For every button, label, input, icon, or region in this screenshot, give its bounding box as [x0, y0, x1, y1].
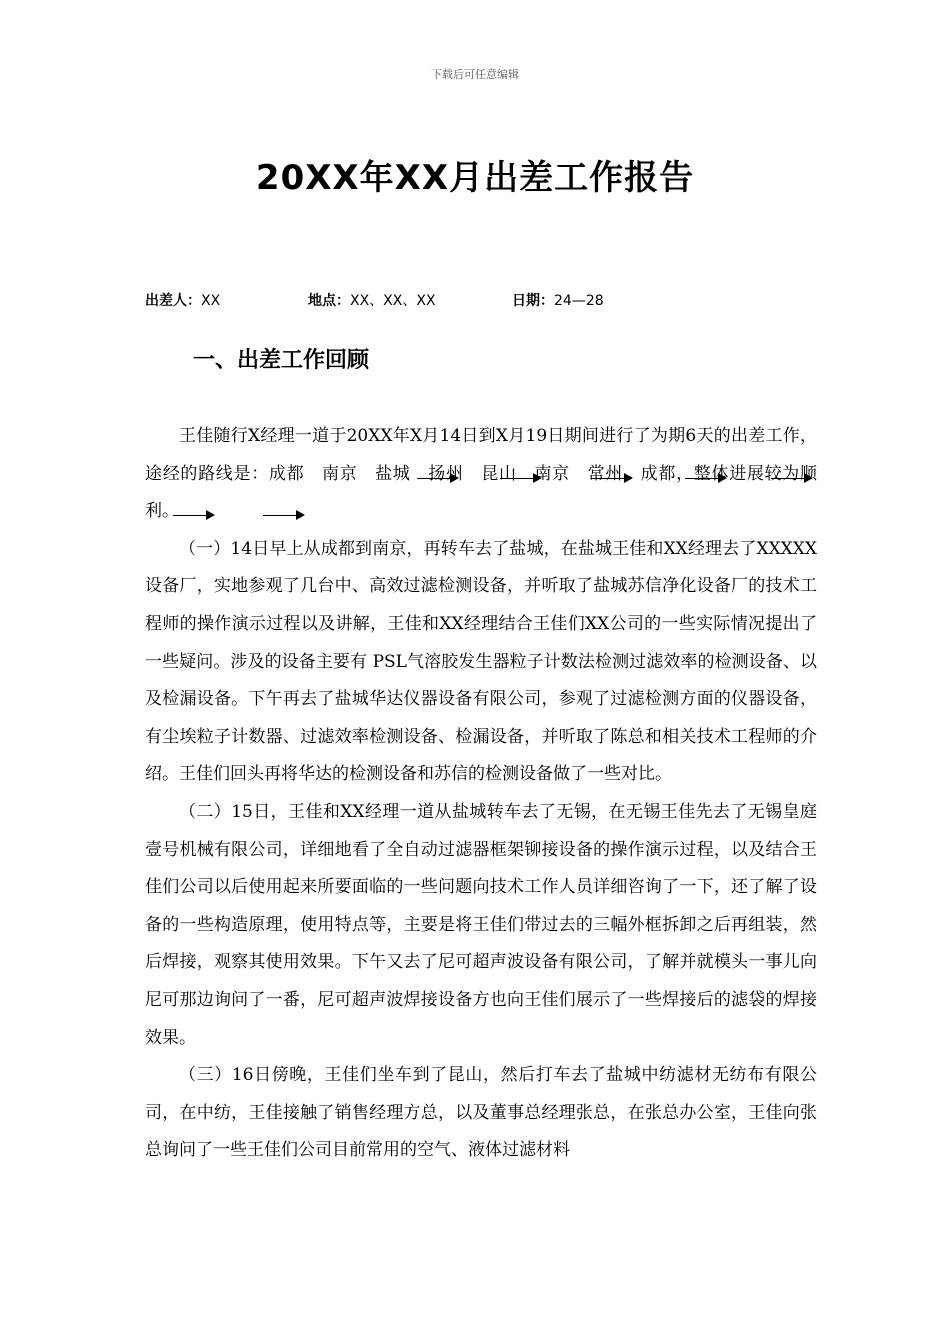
- route-arrow-icon: [685, 478, 725, 479]
- traveler-value: XX: [201, 293, 221, 309]
- section-heading-review: 一、出差工作回顾: [193, 348, 370, 373]
- traveler-field: [145, 290, 220, 310]
- paragraph-day-16: （三）16日傍晚，王佳们坐车到了昆山，然后打车去了盐城中纺滤材无纺布有限公司，在中纺，王佳接触了销售经理方总，以及董事总经理张总，在张总办公室，王佳向张总询问了一些王佳们公司目前常用的空气、液体过滤材料: [145, 1065, 817, 1161]
- date-label: 日期：: [512, 293, 554, 309]
- route-arrow-icon: [500, 478, 540, 479]
- page-header-note: 下载后可任意编辑: [431, 68, 519, 81]
- route-arrow-icon: [263, 515, 303, 516]
- date-value: 24—28: [554, 293, 604, 309]
- location-field: [308, 290, 436, 310]
- route-arrow-icon: [771, 478, 811, 479]
- location-label: 地点：: [308, 293, 350, 309]
- report-body: [145, 418, 817, 1170]
- date-field: [512, 290, 604, 310]
- route-arrow-icon: [591, 478, 631, 479]
- traveler-label: 出差人：: [145, 293, 201, 309]
- paragraph-day-15: （二）15日，王佳和XX经理一道从盐城转车去了无锡，在无锡王佳先去了无锡皇庭壹号机械有限公司，详细地看了全自动过滤器框架铆接设备的操作演示过程，以及结合王佳们公司以后使用起来所要面临的一些问题向技术工作人员详细咨询了一下，还了解了设备的一些构造原理，使用特点等，主要是将王佳们带过去的三幅外框拆卸之后再组装，然后焊接，观察其使用效果。下午又去了尼可超声波设备有限公司，了解并就模头一事儿向尼可那边询问了一番，尼可超声波焊接设备方也向王佳们展示了一些焊接后的滤袋的焊接效果。: [145, 801, 817, 1048]
- paragraph-day-14: （一）14日早上从成都到南京，再转车去了盐城，在盐城王佳和XX经理去了XXXXX设备厂，实地参观了几台中、高效过滤检测设备，并听取了盐城苏信净化设备厂的技术工程师的操作演示过程以及讲解，王佳和XX经理结合王佳们XX公司的一些实际情况提出了一些疑问。涉及的设备主要有 PSL气溶胶发生器粒子计数法检测过滤效率的检测设备、以及检漏设备。下午再去了盐城华达仪器设备有限公司，参观了过滤检测方面的仪器设备，有尘埃粒子计数器、过滤效率检测设备、检漏设备，并听取了陈总和相关技术工程师的介绍。王佳们回头再将华达的检测设备和苏信的检测设备做了一些对比。: [145, 538, 817, 785]
- route-arrow-icon: [417, 478, 457, 479]
- location-value: XX、XX、XX: [350, 293, 436, 309]
- route-arrow-icon: [173, 515, 213, 516]
- paragraph-intro: 王佳随行X经理一道于20XX年X月14日到X月19日期间进行了为期6天的出差工作，途经的路线是：成都 南京 盐城 扬州 昆山 南京 常州 成都，整体进展较为顺利。: [145, 426, 817, 522]
- document-title: 20XX年XX月出差工作报告: [255, 158, 695, 198]
